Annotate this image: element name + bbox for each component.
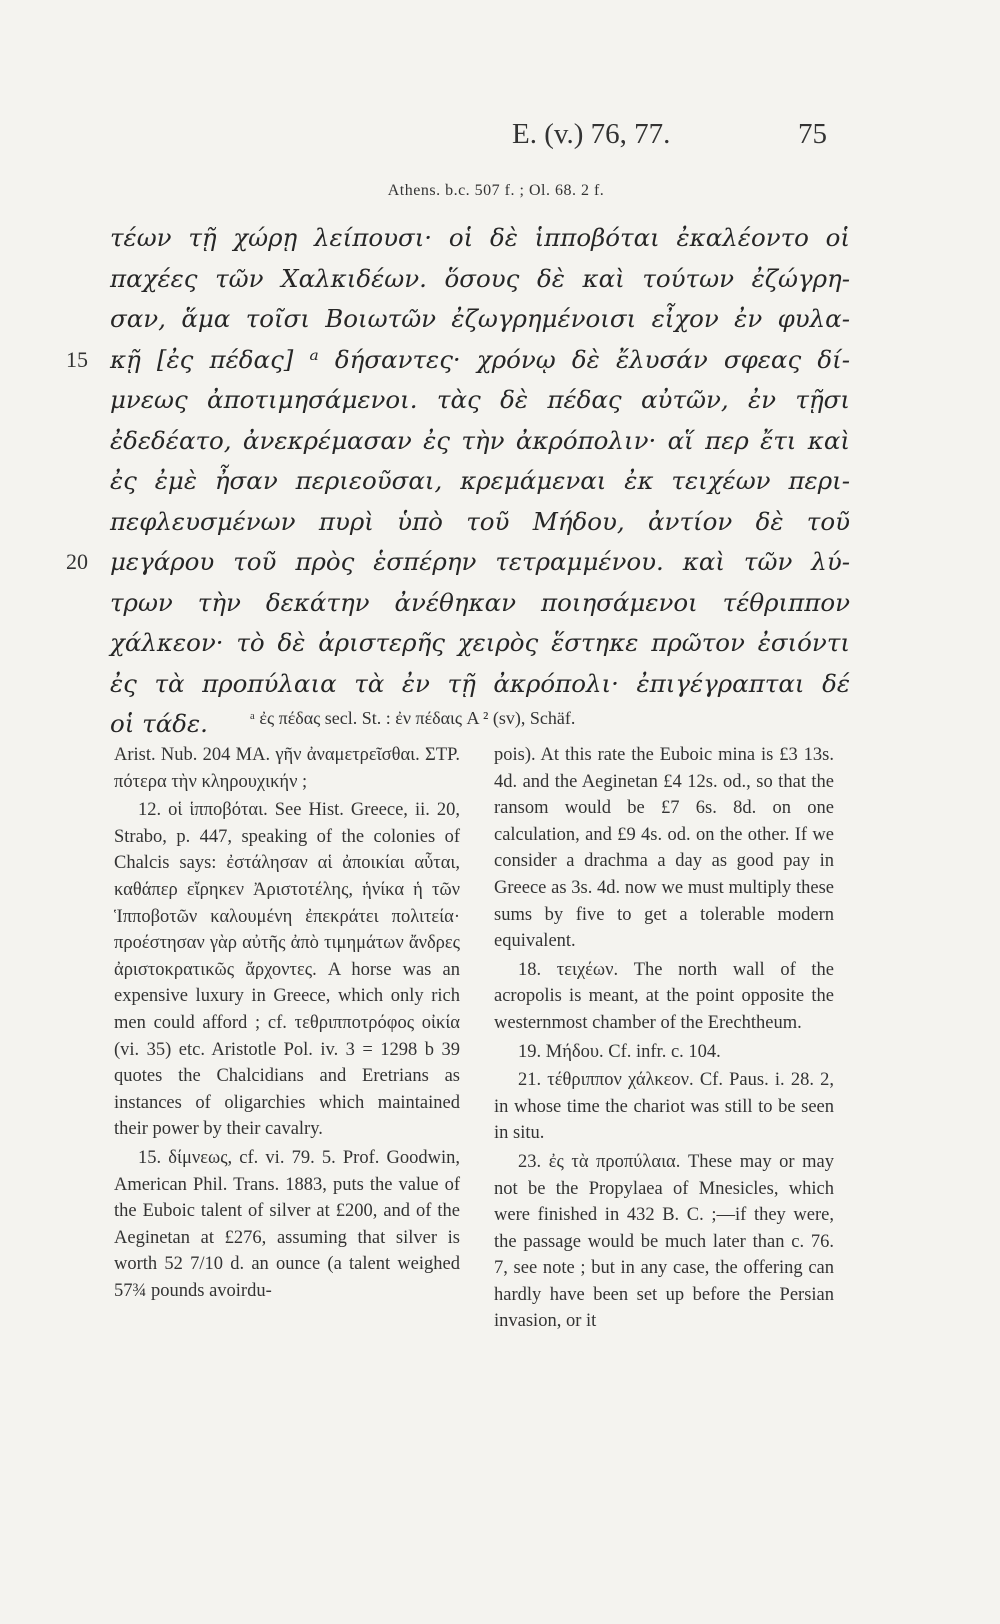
apparatus-criticus: ᵃ ἐς πέδας secl. St. : ἐν πέδαις A ² (sv), Schäf. [250, 708, 576, 728]
commentary-note: 12. οἱ ἱπποβόται. See Hist. Greece, ii. 20, Strabo, p. 447, speaking of the colonies of Chalcis says: ἐστάλησαν αἱ ἀποικίαι αὗται, καθάπερ εἴρηκεν Ἀριστοτέλης, ἡνίκα ἡ τῶν Ἱπποβοτῶν καλουμένη ἐπεκράτει πολιτεία· προέστησαν γὰρ αὐτῆς ἀπὸ τιμημάτων ἄνδρες ἀριστοκρατικῶς ἄρχοντες. A horse was an expensive luxury in Greece, which only rich men could afford ; cf. τεθριπποτρόφος οἰκία (vi. 35) etc. Aristotle Pol. iv. 3 = 1298 b 39 quotes the Chalcidians and Eretrians as instances of oligarchies which maintained their power by their cavalry. [114, 800, 460, 1140]
greek-line [110, 664, 850, 705]
greek-line [110, 259, 850, 300]
commentary-note: Arist. Nub. 204 MA. γῆν ἀναμετρεῖσθαι. ΣΤΡ. πότερα τὴν κληρουχικήν ; [114, 745, 460, 792]
greek-line-text: τέων τῇ χώρῃ λείπουσι· οἱ δὲ ἱπποβόται ἐκαλέοντο οἱ [110, 223, 850, 252]
running-head [0, 118, 1000, 158]
greek-line-text: πεφλευσμένων πυρὶ ὑπὸ τοῦ Μήδου, ἀντίον δὲ τοῦ [110, 506, 850, 536]
commentary-note: 21. τέθριππον χάλκεον. Cf. Paus. i. 28. 2, in whose time the chariot was still to be seen in situ. [494, 1070, 834, 1144]
commentary-note: 23. ἐς τὰ προπύλαια. These may or may not be the Propylaea of Mnesicles, which were finished in 432 B. C. ;—if they were, the passage would be much later than c. 76. 7, see note ; but in any case, the offering can hardly have been set up before the Persian invasion, or it [494, 1151, 834, 1332]
greek-line-text: μνεως ἀποτιμησάμενοι. τὰς δὲ πέδας αὐτῶν, ἐν τῇσι [110, 385, 850, 414]
greek-line-text: οἱ τάδε. [110, 709, 208, 738]
greek-line [110, 421, 850, 462]
running-head-title: E. (v.) 76, 77. [512, 118, 671, 150]
greek-text-block [66, 218, 850, 745]
greek-line-text: τρων τὴν δεκάτην ἀνέθηκαν ποιησάμενοι τέθριππον [110, 587, 850, 617]
greek-line [110, 623, 850, 664]
greek-line [66, 340, 850, 381]
commentary-note: 19. Μήδου. Cf. infr. c. 104. [518, 1041, 721, 1062]
greek-line-text: παχέες τῶν Χαλκιδέων. ὅσους δὲ καὶ τούτων ἐζώγρη- [110, 263, 850, 293]
greek-line [110, 299, 850, 340]
greek-line [110, 502, 850, 543]
commentary-right-column [494, 742, 834, 1337]
line-number: 15 [66, 346, 88, 372]
commentary-note: 18. τειχέων. The north wall of the acropolis is meant, at the point opposite the westernmost chamber of the Erechtheum. [494, 959, 834, 1033]
greek-line [110, 583, 850, 624]
greek-line [110, 218, 850, 259]
greek-line-text: ἐς ἐμὲ ἦσαν περιεοῦσαι, κρεμάμεναι ἐκ τειχέων περι- [110, 466, 850, 495]
commentary-note: 15. δίμνεως, cf. vi. 79. 5. Prof. Goodwin, American Phil. Trans. 1883, puts the value of the Euboic talent of silver at £200, and of the Aeginetan at £276, assuming that silver is worth 52 7/10 d. an ounce (a talent weighed 57¾ pounds avoirdu- [114, 1147, 460, 1301]
commentary-note: pois). At this rate the Euboic mina is £3 13s. 4d. and the Aeginetan £4 12s. od., so that the ransom would be £7 6s. 8d. on one calculation, and £9 4s. od. on the other. If we consider a drachma a day as good pay in Greece as 3s. 4d. now we must multiply these sums by five to get a tolerable modern equivalent. [494, 745, 834, 952]
greek-line [66, 542, 850, 583]
greek-line-text: ἐδεδέατο, ἀνεκρέμασαν ἐς τὴν ἀκρόπολιν· αἵ περ ἔτι καὶ [110, 425, 850, 455]
chronology-subhead: Athens. b.c. 507 f. ; Ol. 68. 2 f. [387, 182, 605, 199]
greek-line-text: μεγάρου τοῦ πρὸς ἑσπέρην τετραμμένου. καὶ τῶν λύ- [110, 547, 850, 576]
greek-line-text: ἐς τὰ προπύλαια τὰ ἐν τῇ ἀκρόπολι· ἐπιγέγραπται δέ [110, 668, 850, 698]
greek-line-text: σαν, ἅμα τοῖσι Βοιωτῶν ἐζωγρημένοισι εἶχον ἐν φυλα- [110, 304, 850, 333]
greek-line-text: κῇ [ἐς πέδας] ᵃ δήσαντες· χρόνῳ δὲ ἔλυσάν σφεας δί- [110, 344, 850, 374]
greek-line [110, 461, 850, 502]
commentary-left-column [114, 742, 460, 1306]
greek-line [110, 380, 850, 421]
greek-line-text: χάλκεον· τὸ δὲ ἀριστερῆς χειρὸς ἕστηκε πρῶτον ἐσιόντι [110, 628, 850, 657]
line-number: 20 [66, 549, 88, 574]
page-number: 75 [798, 118, 827, 150]
